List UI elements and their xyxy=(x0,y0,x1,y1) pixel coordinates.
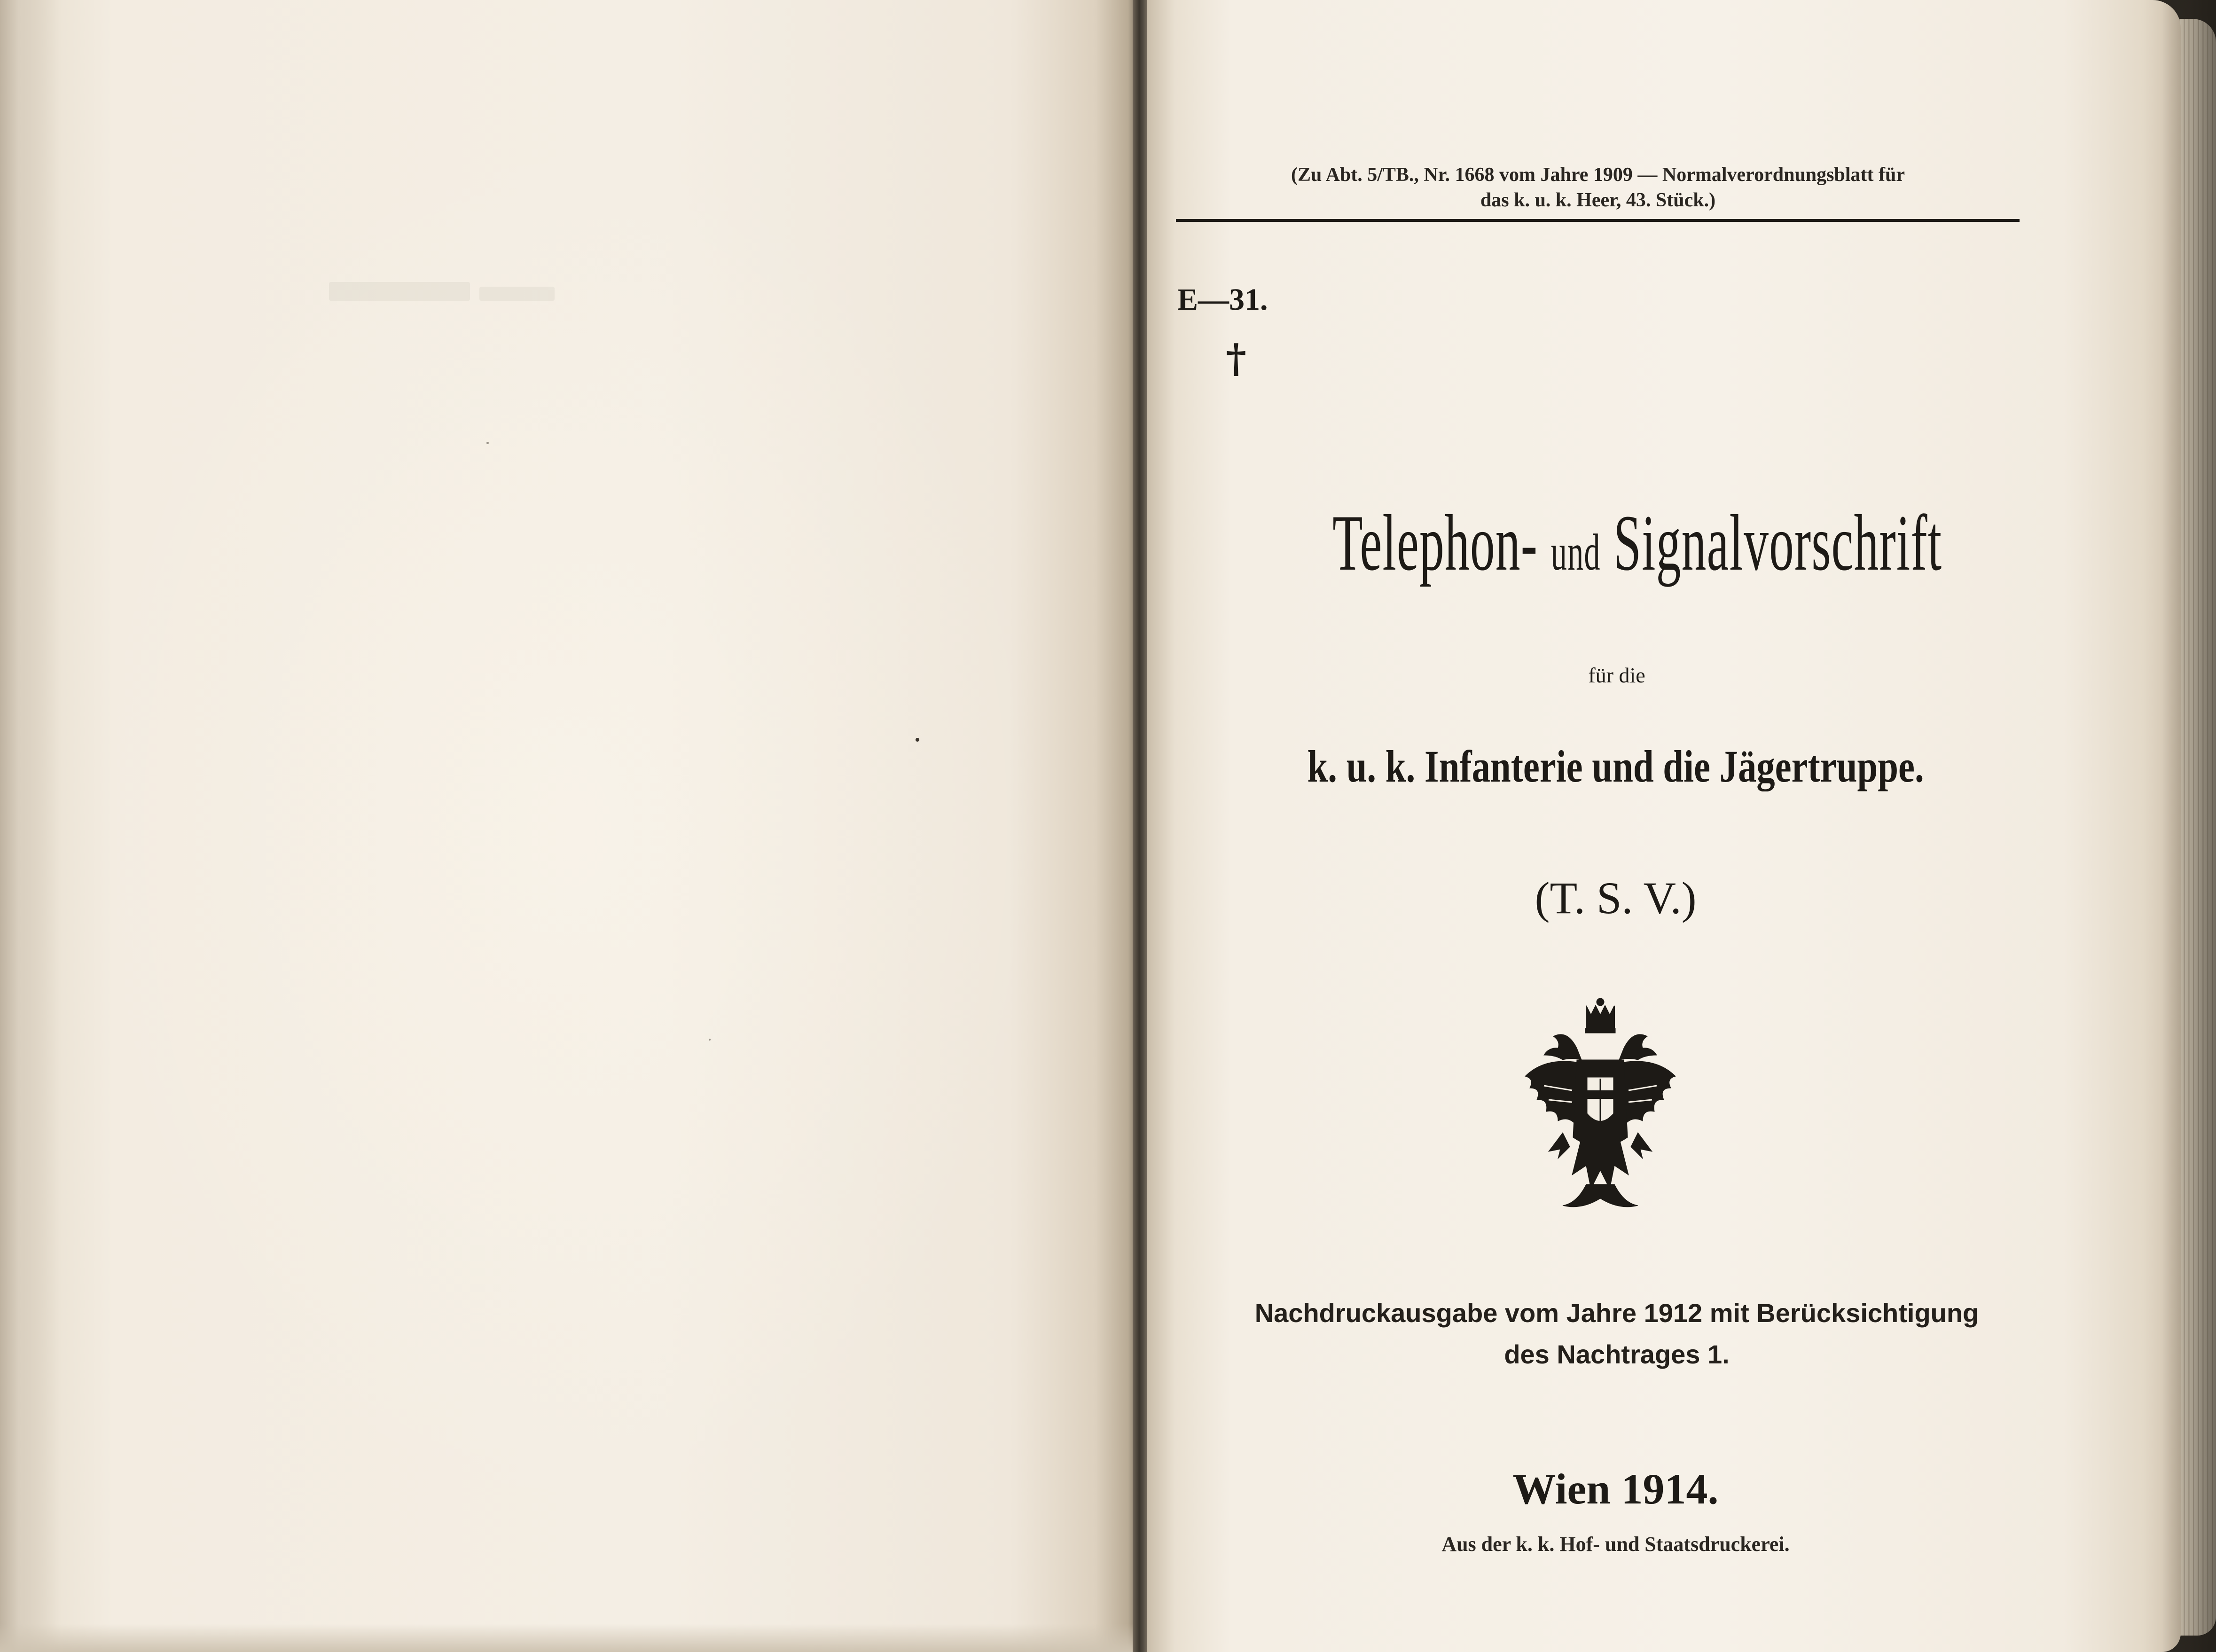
paper-speck xyxy=(916,738,919,742)
faint-pencil-mark-2 xyxy=(479,287,555,301)
edition-line-1: Nachdruckausgabe vom Jahre 1912 mit Berücksichtigung xyxy=(1254,1298,1979,1328)
subtitle: k. u. k. Infanterie und die Jägertruppe. xyxy=(1307,741,1924,791)
paper-speck-2 xyxy=(486,442,489,444)
left-page-edge-shading xyxy=(0,0,61,1652)
left-page-bottom-shading xyxy=(0,1624,1136,1652)
edition-note xyxy=(1147,1292,2087,1375)
title-part-2: Signalvorschrift xyxy=(1613,499,1942,587)
paper-speck-3 xyxy=(709,1039,711,1041)
double-headed-eagle-crest-icon xyxy=(1516,996,1685,1213)
header-rule xyxy=(1176,219,2020,222)
reference-note-line-2: das k. u. k. Heer, 43. Stück.) xyxy=(1480,189,1716,211)
abbreviation: (T. S. V.) xyxy=(1535,873,1697,923)
reference-note-line-1: (Zu Abt. 5/TB., Nr. 1668 vom Jahre 1909 — Normalverordnungsblatt für xyxy=(1291,164,1905,186)
place-and-year: Wien 1914. xyxy=(1512,1465,1719,1513)
for-line: für die xyxy=(1588,663,1645,687)
title-page xyxy=(1147,0,2181,1652)
faint-pencil-mark xyxy=(329,282,470,301)
dagger-mark: † xyxy=(1226,335,1246,382)
document-code: E—31. xyxy=(1177,282,1268,317)
reference-note xyxy=(1175,162,2021,213)
right-edge-shadow xyxy=(2162,0,2216,1652)
edition-line-2: des Nachtrages 1. xyxy=(1504,1339,1730,1369)
printer-imprint: Aus der k. k. Hof- und Staatsdruckerei. xyxy=(1441,1533,1790,1556)
title-connector: und xyxy=(1550,524,1601,581)
main-title xyxy=(1332,496,1942,599)
title-part-1: Telephon- xyxy=(1332,499,1538,587)
